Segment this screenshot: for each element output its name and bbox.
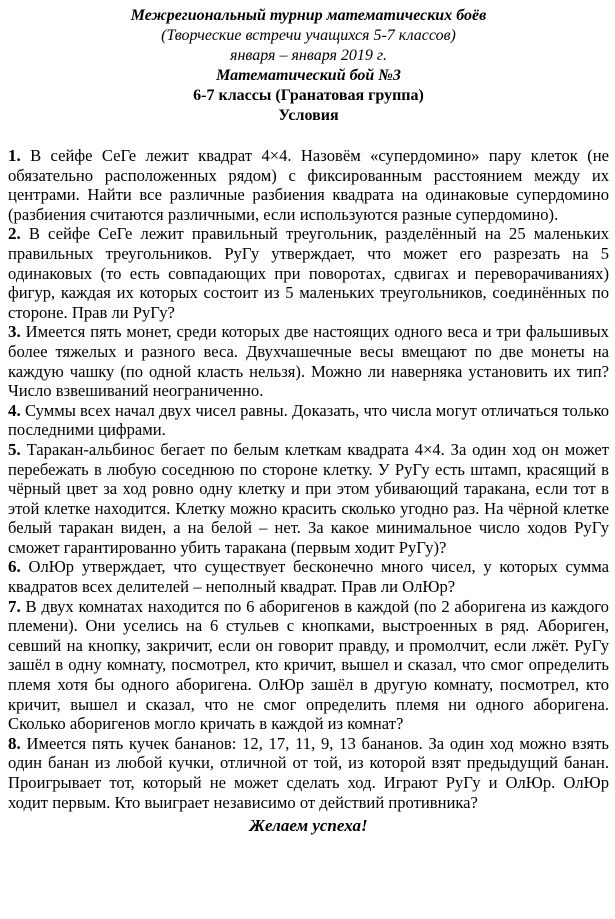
tournament-dates: января – января 2019 г. xyxy=(230,47,387,64)
problem-text: В сейфе СеГе лежит правильный треугольник, разделённый на 25 маленьких правильных треугольников. РуГу утверждает, что может его разрезать на 5 одинаковых (то есть совпадающих при поворотах, сдвигах и переворачиваниях) фигур, каждая их которых состоит из 5 маленьких треугольников, соединённых по стороне. Прав ли РуГу? xyxy=(8,224,609,322)
problem-number: 2. xyxy=(8,224,21,244)
problem-text: В сейфе СеГе лежит квадрат 4×4. Назовём «супердомино» пару клеток (не обязательно расположенных рядом) с фиксированным расстоянием между их центрами. Найти все различные разбиения квадрата на одинаковые супердомино (разбиения считаются различными, если используются разные супердомино). xyxy=(8,146,610,224)
group-title: 6-7 классы (Гранатовая группа) xyxy=(193,87,424,104)
problem-text: В двух комнатах находится по 6 аборигенов в каждой (по 2 аборигена из каждого племени). Они уселись на 6 стульев с кнопками, выстроенных в ряд. Абориген, севший на кнопку, закричит, если он говорит правду, и промолчит, если лжёт. РуГу зашёл в одну комнату, посмотрел, кто кричит, вышел и сказал, что смог определить племя хотя бы одного аборигена. ОлЮр зашёл в другую комнату, посмотрел, кто кричит, вышел и сказал, что не смог определить племя ни одного аборигена. Сколько аборигенов могло кричать в каждой из комнат? xyxy=(8,596,609,734)
closing-wish: Желаем успеха! xyxy=(249,816,368,836)
problem-number: 3. xyxy=(8,322,21,342)
problem-1 xyxy=(8,146,609,224)
tournament-subtitle: (Творческие встречи учащихся 5-7 классов) xyxy=(161,27,456,44)
problem-text: Таракан-альбинос бегает по белым клеткам квадрата 4×4. За один ход он может перебежать в любую соседнюю по стороне клетку. У РуГу есть штамп, красящий в чёрный цвет за ход ровно одну клетку и при этом убивающий таракана, если тот в этой клетке находится. Клетку можно красить сколько угодно раз. На чёрной клетке белый таракан виден, а на белой – нет. За какое минимальное число ходов РуГу сможет гарантированно убить таракана (первым ходит РуГу)? xyxy=(8,439,609,557)
battle-title: Математический бой №3 xyxy=(216,67,401,84)
problem-text: Суммы всех начал двух чисел равны. Доказать, что числа могут отличаться только последними цифрами. xyxy=(8,400,609,440)
problem-3 xyxy=(8,322,609,400)
problem-2 xyxy=(8,224,609,322)
problem-text: ОлЮр утверждает, что существует бесконечно много чисел, у которых сумма квадратов всех делителей – неполный квадрат. Прав ли ОлЮр? xyxy=(8,557,609,597)
document-header xyxy=(8,6,609,126)
tournament-title: Межрегиональный турнир математических боёв xyxy=(130,7,487,24)
problem-number: 5. xyxy=(8,439,21,459)
problem-number: 7. xyxy=(8,596,21,616)
problem-text: Имеется пять монет, среди которых две настоящих одного веса и три фальшивых более тяжелых и разного веса. Двухчашечные весы вмещают по две монеты на каждую чашку (по одной класть нельзя). Можно ли наверняка установить их тип? Число взвешиваний неограниченно. xyxy=(8,322,609,401)
problem-5 xyxy=(8,440,609,558)
problem-6 xyxy=(8,557,609,596)
problem-8 xyxy=(8,734,609,812)
conditions-title: Условия xyxy=(278,107,339,124)
problem-number: 1. xyxy=(8,146,21,165)
problem-number: 6. xyxy=(8,557,21,577)
problem-number: 4. xyxy=(8,400,21,420)
problem-number: 8. xyxy=(8,733,21,753)
problem-list xyxy=(8,146,609,812)
problem-4 xyxy=(8,401,609,440)
problem-text: Имеется пять кучек бананов: 12, 17, 11, 9, 13 бананов. За один ход можно взять один банан из любой кучки, отличной от той, из которой взят предыдущий банан. Проигрывает тот, который не может сделать ход. Играют РуГу и ОлЮр. ОлЮр ходит первым. Кто выиграет независимо от действий противника? xyxy=(8,733,609,812)
problem-7 xyxy=(8,597,609,734)
